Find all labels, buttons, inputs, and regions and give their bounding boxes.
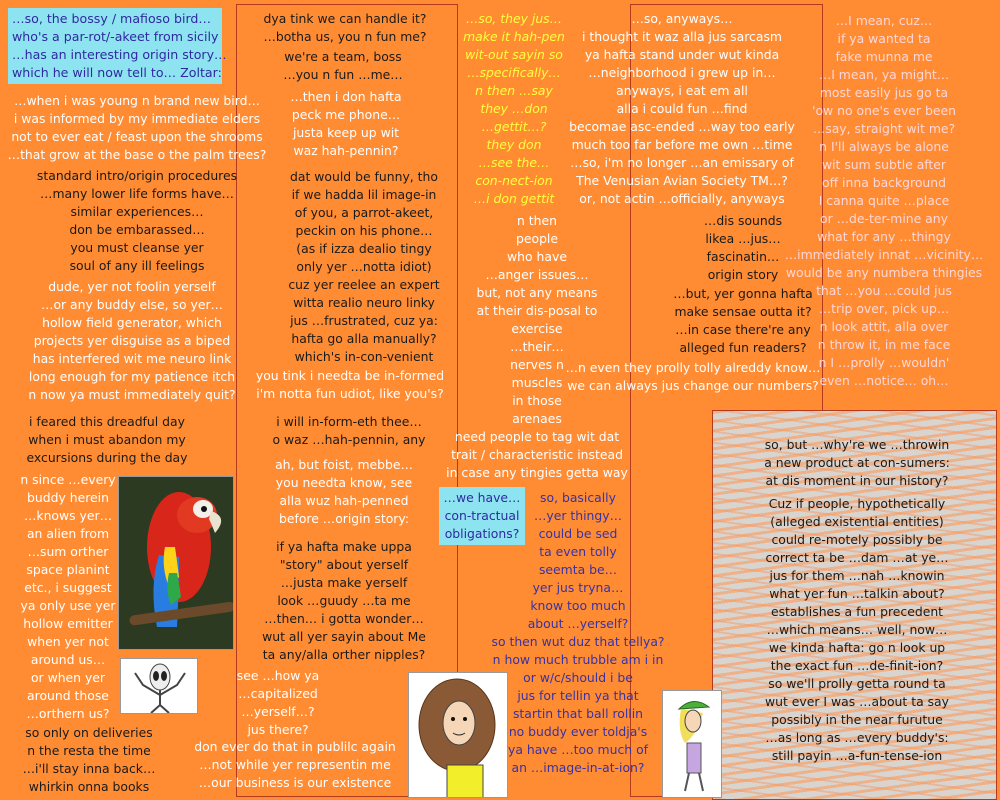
col1-e-line: buddy herein: [27, 490, 109, 505]
col3-c-line: so, basically: [540, 490, 616, 505]
col3-b-line: muscles: [511, 375, 563, 390]
col1-b-line: standard intro/origin procedures: [36, 168, 238, 183]
col1-e-line: …orthern us?: [26, 706, 110, 721]
col5-a-line: most easily jus go ta: [819, 85, 949, 100]
col5-c-line: jus for them …nah …knowin: [769, 568, 945, 583]
col2-a-line: …botha us, you n fun me?: [263, 29, 427, 44]
col1-e-line: when yer not: [27, 634, 109, 649]
col3-c-line: yer jus tryna…: [532, 580, 624, 595]
col4-d-line: …n even they prolly tolly alreddy know…: [565, 360, 821, 375]
col5-a-line: wit sum subtle after: [821, 157, 947, 172]
col3-c-line: n how much trubble am i in: [492, 652, 664, 667]
alien-icon: [121, 659, 198, 714]
col1-e-line: n since …every: [20, 472, 116, 487]
col2-d-line: witta realio neuro linky: [293, 295, 435, 310]
col3-c-line: know too much: [530, 598, 626, 613]
col1-block-a: [4, 92, 270, 164]
col3-a-line: con-nect-ion: [475, 173, 553, 188]
col3-block-a: [462, 10, 566, 208]
col1-block-f: [12, 724, 166, 796]
col5-c-line: the exact fun …de-finit-ion?: [770, 658, 944, 673]
col1-b-line: soul of any ill feelings: [69, 258, 205, 273]
col4-b-line: …dis sounds: [703, 213, 783, 228]
col4-a-line: anyways, i eat em all: [616, 83, 748, 98]
col4-block-a: [566, 10, 798, 208]
col2-d-line: peckin on his phone…: [295, 223, 433, 238]
col5-c-line: possibly in the near furutue: [771, 712, 943, 727]
col5-a-line: …I mean, ya might…: [818, 67, 950, 82]
col3-c-line: seemta be…: [538, 562, 618, 577]
col1-d-line: excursions during the day: [26, 450, 188, 465]
col1-block-d: [12, 413, 202, 467]
col1-e-line: an alien from: [26, 526, 110, 541]
col4-a-line: i thought it waz alla jus sarcasm: [582, 29, 782, 44]
col2-e-line: you tink i needta be in-formed: [255, 368, 445, 383]
col2-e-line: i'm notta fun udiot, like you's?: [256, 386, 444, 401]
col2-b-line: we're a team, boss: [284, 49, 402, 64]
col3-a-line: …gettit…?: [481, 119, 547, 134]
col3-b-line: exercise: [511, 321, 563, 336]
col1-a-line: not to ever eat / feast upon the shrooms: [11, 129, 263, 144]
contract-box-line: con-tractual: [444, 508, 520, 523]
col2-a-line: dya tink we can handle it?: [263, 11, 427, 26]
col5-c-line: …as long as …every buddy's:: [765, 730, 949, 745]
col1-d-line: when i must abandon my: [28, 432, 186, 447]
col3-a-line: they don: [486, 137, 542, 152]
col3-a-line: …so, they jus…: [465, 11, 563, 26]
col1-f-line: n the resta the time: [27, 743, 151, 758]
col5-a-line: would be any numbera thingies: [785, 265, 983, 280]
col2-g-line: ah, but foist, mebbe…: [275, 457, 413, 472]
col1-block-c: [14, 278, 250, 404]
col1-a-line: …that grow at the base o the palm trees?: [7, 147, 267, 162]
col3-b-line: in those: [512, 393, 562, 408]
col2-i-line: see …how ya: [236, 668, 320, 683]
col2-h-line: ta any/alla orther nipples?: [262, 647, 426, 662]
col2-d-line: if we hadda lil image-in: [291, 187, 437, 202]
col2-d-line: only yer …notta idiot): [296, 259, 432, 274]
col2-j-line: don ever do that in publilc again: [194, 739, 396, 754]
col5-block-a: [784, 12, 984, 390]
col2-block-c: [260, 88, 432, 160]
col2-block-a: [240, 10, 450, 46]
col3-c-line: about …yerself?: [527, 616, 629, 631]
col1-e-line: ya only use yer: [20, 598, 116, 613]
col2-g-line: alla wuz hah-penned: [279, 493, 409, 508]
col1-block-e: [12, 471, 124, 723]
col3-b-line: people: [516, 231, 558, 246]
col1-f-line: …i'll stay inna back…: [22, 761, 156, 776]
col4-a-line: or, not actin …officially, anyways: [579, 191, 785, 206]
col4-c-line: …but, yer gonna hafta: [673, 286, 813, 301]
col4-c-line: make sensae outta it?: [674, 304, 812, 319]
col4-a-line: becomae asc-ended …way too early: [569, 119, 795, 134]
col1-e-line: or when yer: [30, 670, 106, 685]
col4-b-line: fascinatin…: [706, 249, 780, 264]
col4-c-line: …in case there're any: [675, 322, 811, 337]
col2-d-line: of you, a parrot-akeet,: [294, 205, 434, 220]
col1-c-line: hollow field generator, which: [42, 315, 222, 330]
col2-h-line: "story" about yerself: [279, 557, 409, 572]
col2-j-line: …our business is our existence: [198, 775, 392, 790]
col2-d-line: which's in-con-venient: [294, 349, 434, 364]
col4-a-line: …neighborhood i grew up in…: [588, 65, 776, 80]
col3-c-line: no buddy ever toldja's: [508, 724, 648, 739]
col3-c-line: an …image-in-at-ion?: [511, 760, 645, 775]
green-cap-figure-icon: [663, 691, 722, 798]
col2-i-line: …yerself…?: [241, 704, 315, 719]
col3-b-line: trait / characteristic instead: [451, 447, 623, 462]
col3-c-line: ya have …too much of: [507, 742, 649, 757]
col2-c-line: justa keep up wit: [292, 125, 400, 140]
col3-c-line: so then wut duz that tellya?: [491, 634, 665, 649]
col2-block-d: [266, 168, 462, 366]
col4-a-line: …so, i'm no longer …an emissary of: [570, 155, 794, 170]
intro-box-line: …so, the bossy / mafioso bird…: [12, 11, 211, 26]
col1-e-line: …sum orther: [27, 544, 109, 559]
col4-b-line: likea …jus…: [705, 231, 781, 246]
col4-a-line: alla i could fun …find: [616, 101, 748, 116]
contract-box-line: …we have…: [443, 490, 521, 505]
intro-box-line: who's a par-rot/-akeet from sicily: [12, 29, 219, 44]
col4-b-line: origin story: [707, 267, 779, 282]
col5-a-line: …immediately innat …vicinity…: [784, 247, 984, 262]
col3-c-line: …yer thingy…: [534, 508, 622, 523]
col5-a-line: even …notice… oh…: [819, 373, 949, 388]
col3-b-line: in case any tingies getta way: [446, 465, 628, 480]
col5-c-line: Cuz if people, hypothetically: [768, 496, 946, 511]
col1-c-line: projects yer disguise as a biped: [33, 333, 231, 348]
col2-block-i: [210, 667, 346, 739]
col2-g-line: before …origin story:: [278, 511, 410, 526]
col3-b-line: who have: [507, 249, 567, 264]
col2-h-line: look …guudy …ta me: [277, 593, 411, 608]
col2-h-line: wut all yer sayin about Me: [262, 629, 426, 644]
col3-c-line: ta even tolly: [539, 544, 617, 559]
col1-e-line: hollow emitter: [23, 616, 113, 631]
green-cap-figure-sketch: [662, 690, 722, 798]
col4-c-line: alleged fun readers?: [679, 340, 807, 355]
col2-c-line: …then i don hafta: [290, 89, 402, 104]
col4-d-line: we can always jus change our numbers?: [567, 378, 819, 393]
col4-block-b: [700, 212, 786, 284]
col5-a-line: n I'll always be alone: [819, 139, 949, 154]
col5-a-line: if ya wanted ta: [837, 31, 931, 46]
col2-d-line: hafta go alla manually?: [291, 331, 437, 346]
col3-a-line: make it hah-pen: [463, 29, 565, 44]
col1-c-line: …or any buddy else, so yer…: [41, 297, 223, 312]
col1-b-line: …many lower life forms have…: [40, 186, 234, 201]
col2-block-h: [238, 538, 450, 664]
col5-a-line: fake munna me: [835, 49, 933, 64]
col2-block-e: [238, 367, 462, 403]
col4-a-line: …so, anyways…: [631, 11, 733, 26]
col2-d-line: cuz yer reelee an expert: [288, 277, 440, 292]
col1-a-line: i was informed by my immediate elders: [13, 111, 261, 126]
col5-c-line: could re-motely possibly be: [771, 532, 943, 547]
col5-c-line: still payin …a-fun-tense-ion: [771, 748, 943, 763]
col3-a-line: they …don: [480, 101, 548, 116]
intro-box: [8, 8, 227, 84]
col2-block-b: [240, 48, 446, 84]
col2-block-g: [238, 456, 450, 528]
col3-b-line: but, not any means: [476, 285, 598, 300]
col1-c-line: dude, yer not foolin yerself: [48, 279, 216, 294]
col1-e-line: …knows yer…: [24, 508, 112, 523]
col5-c-line: establishes a fun precedent: [770, 604, 944, 619]
col5-b-line: at dis moment in our history?: [765, 473, 949, 488]
col5-block-c: [754, 495, 960, 765]
col2-g-line: you needta know, see: [275, 475, 413, 490]
col5-c-line: we kinda hafta: go n look up: [768, 640, 946, 655]
col4-a-line: much too far before me own …time: [571, 137, 793, 152]
col5-a-line: off inna background: [821, 175, 947, 190]
col5-a-line: n I …prolly …wouldn': [818, 355, 950, 370]
col5-block-b: [752, 436, 962, 490]
col2-h-line: …justa make yerself: [280, 575, 408, 590]
col1-b-line: you must cleanse yer: [70, 240, 204, 255]
col3-b-line: n then: [517, 213, 557, 228]
col2-h-line: …then… i gotta wonder…: [264, 611, 424, 626]
col5-b-line: a new product at con-sumers:: [764, 455, 950, 470]
col3-a-line: …see the…: [478, 155, 550, 170]
col3-a-line: n then …say: [475, 83, 553, 98]
col1-d-line: i feared this dreadful day: [29, 414, 185, 429]
col2-d-line: dat would be funny, tho: [290, 169, 438, 184]
col2-f-line: i will in-form-eth thee…: [276, 414, 422, 429]
alien-sketch: [120, 658, 198, 714]
col3-c-line: could be sed: [538, 526, 618, 541]
col3-b-line: nerves n: [510, 357, 564, 372]
col2-i-line: jus there?: [247, 722, 309, 737]
col5-a-line: …I mean, cuz…: [835, 13, 933, 28]
col2-f-line: o waz …hah-pennin, any: [272, 432, 426, 447]
col5-a-line: n throw it, in me face: [817, 337, 951, 352]
col5-c-line: (alleged existential entities): [770, 514, 944, 529]
col2-h-line: if ya hafta make uppa: [276, 539, 412, 554]
col3-b-line: …their…: [510, 339, 564, 354]
col5-a-line: I canna quite …place: [818, 193, 950, 208]
intro-box-line: …has an interesting origin story…: [12, 47, 227, 62]
col3-b-line: need people to tag wit dat: [454, 429, 620, 444]
col1-block-b: [14, 167, 260, 275]
col2-block-j: [190, 738, 400, 792]
col5-c-line: …which means… well, now…: [766, 622, 948, 637]
col1-c-line: has interfered wit me neuro link: [32, 351, 232, 366]
col5-c-line: correct ta be …dam …at ye…: [765, 550, 949, 565]
col1-b-line: similar experiences…: [70, 204, 204, 219]
col4-a-line: ya hafta stand under wut kinda: [584, 47, 780, 62]
col5-c-line: wut ever I was …about ta say: [765, 694, 949, 709]
col2-c-line: waz hah-pennin?: [293, 143, 399, 158]
col1-e-line: around us…: [30, 652, 106, 667]
col2-i-line: …capitalized: [238, 686, 318, 701]
col1-f-line: so only on deliveries: [25, 725, 153, 740]
col3-b-line: …anger issues…: [485, 267, 589, 282]
col4-a-line: The Venusian Avian Society TM…?: [576, 173, 788, 188]
col5-a-line: or …de-ter-mine any: [820, 211, 948, 226]
col5-a-line: …say, straight wit me?: [812, 121, 956, 136]
col5-a-line: 'ow no one's ever been: [812, 103, 956, 118]
col3-block-b: [436, 212, 638, 482]
col2-b-line: …you n fun …me…: [283, 67, 403, 82]
col1-f-line: whirkin onna books: [28, 779, 150, 794]
col2-j-line: …not while yer representin me: [199, 757, 391, 772]
col2-block-f: [238, 413, 460, 449]
col3-a-line: wit-out sayin so: [465, 47, 563, 62]
intro-box-line: which he will now tell to… Zoltar:: [12, 65, 222, 80]
col5-a-line: n look attit, alla over: [819, 319, 949, 334]
col3-b-line: at their dis-posal to: [476, 303, 598, 318]
col2-c-line: peck me phone…: [291, 107, 401, 122]
col5-c-line: so we'll prolly getta round ta: [768, 676, 946, 691]
col1-c-line: n now ya must immediately quit?: [28, 387, 236, 402]
col1-a-line: …when i was young n brand new bird…: [14, 93, 260, 108]
col2-d-line: jus …frustrated, cuz ya:: [290, 313, 438, 328]
col5-a-line: …trip over, pick up…: [818, 301, 950, 316]
col3-a-line: …i don gettit: [473, 191, 555, 206]
col1-e-line: space planint: [26, 562, 110, 577]
col1-e-line: etc., i suggest: [24, 580, 112, 595]
col2-d-line: (as if izza dealio tingy: [296, 241, 432, 256]
col1-e-line: around those: [27, 688, 109, 703]
col3-block-c: [480, 489, 676, 777]
col3-b-line: arenaes: [512, 411, 562, 426]
col3-c-line: startin that ball rollin: [512, 706, 644, 721]
col3-c-line: jus for tellin ya that: [517, 688, 639, 703]
parrot-illustration: [119, 477, 234, 650]
col3-a-line: …specifically…: [467, 65, 561, 80]
contract-box-line: obligations?: [444, 526, 520, 541]
parrot-photo: [118, 476, 234, 650]
col5-b-line: so, but …why're we …throwin: [764, 437, 950, 452]
col5-a-line: that …you …could jus: [816, 283, 952, 298]
col5-a-line: what for any …thingy: [817, 229, 951, 244]
col1-c-line: long enough for my patience itch: [28, 369, 236, 384]
col3-c-line: or w/c/should i be: [523, 670, 633, 685]
col1-b-line: don be embarassed…: [69, 222, 205, 237]
col5-c-line: what yer fun …talkin about?: [769, 586, 945, 601]
